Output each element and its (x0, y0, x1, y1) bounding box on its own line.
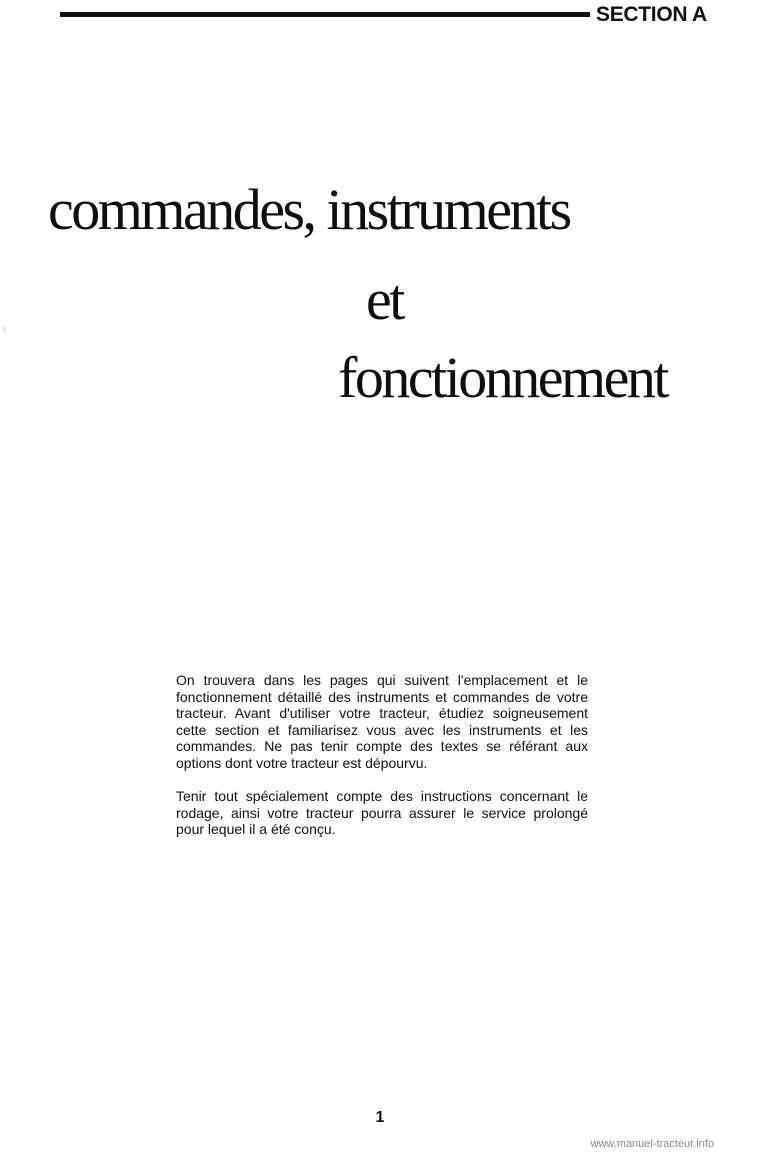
intro-paragraph-2: Tenir tout spécialement compte des instructions concernant le rodage, ainsi votre tracteur pourra assurer le service prolongé pour lequel il a été conçu. (176, 788, 588, 837)
watermark-url: www.manuel-tracteur.info (590, 1138, 714, 1150)
section-label: SECTION A (596, 3, 707, 26)
header-rule (60, 12, 590, 17)
title-line-2: et (366, 267, 403, 332)
intro-paragraph-1: On trouvera dans les pages qui suivent l'emplacement et le fonctionnement détaillé des instruments et commandes de votre tracteur. Avant d'utiliser votre tracteur, étudiez soigneusement cette section et familiarisez vous avec les instruments et les commandes. Ne pas tenir compte des textes se référant aux options dont votre tracteur est dépourvu. (176, 672, 588, 771)
page-number: 1 (375, 1109, 385, 1126)
margin-mark (4, 326, 5, 332)
intro-text (176, 672, 588, 855)
title-line-3: fonctionnement (338, 345, 668, 410)
title-line-1: commandes, instruments (48, 177, 570, 242)
